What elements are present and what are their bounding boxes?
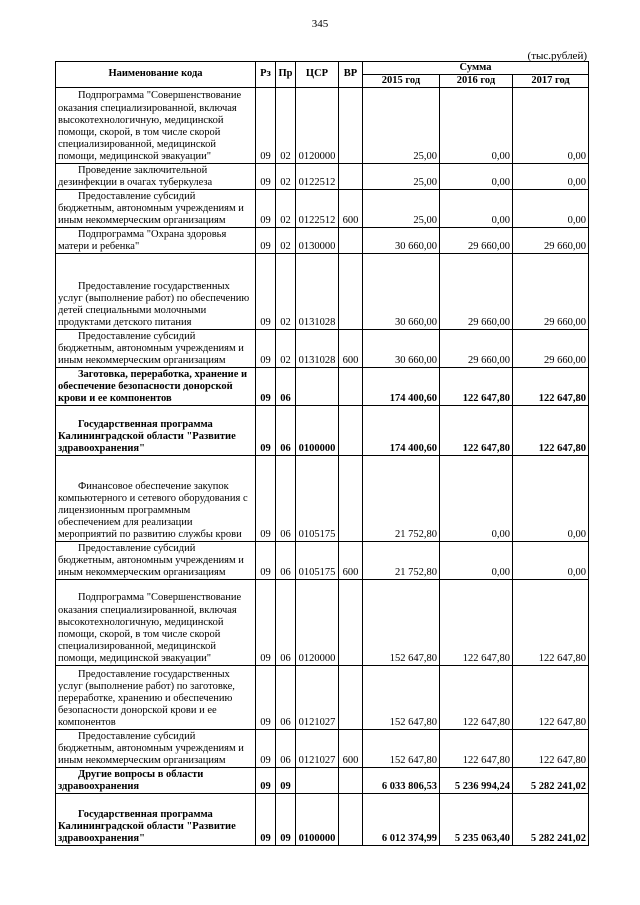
header-2017: 2017 год [513, 75, 589, 88]
header-pr: Пр [276, 62, 296, 88]
table-row [56, 730, 589, 768]
row-rz: 09 [256, 666, 276, 730]
row-2015: 25,00 [363, 88, 440, 164]
row-2017: 0,00 [513, 542, 589, 580]
row-2016: 29 660,00 [440, 228, 513, 254]
row-2015: 30 660,00 [363, 254, 440, 330]
table-row [56, 768, 589, 794]
row-2015: 152 647,80 [363, 666, 440, 730]
row-vr [339, 228, 363, 254]
row-pr: 02 [276, 88, 296, 164]
table-row [56, 190, 589, 228]
row-2017: 0,00 [513, 88, 589, 164]
row-rz: 09 [256, 456, 276, 542]
header-vr: ВР [339, 62, 363, 88]
row-2015: 6 033 806,53 [363, 768, 440, 794]
row-pr: 02 [276, 228, 296, 254]
budget-table [55, 61, 589, 846]
row-2016: 29 660,00 [440, 254, 513, 330]
row-2015: 21 752,80 [363, 456, 440, 542]
row-name: Предоставление субсидий бюджетным, автономным учреждениям и иным некоммерческим организациям [56, 190, 256, 228]
row-name: Подпрограмма "Охрана здоровья матери и ребенка" [56, 228, 256, 254]
row-2015: 25,00 [363, 164, 440, 190]
row-rz: 09 [256, 164, 276, 190]
row-csr: 0105175 [296, 542, 339, 580]
header-csr: ЦСР [296, 62, 339, 88]
row-2015: 30 660,00 [363, 228, 440, 254]
row-vr [339, 768, 363, 794]
row-2017: 29 660,00 [513, 254, 589, 330]
row-vr [339, 164, 363, 190]
row-csr: 0105175 [296, 456, 339, 542]
row-2017: 122 647,80 [513, 368, 589, 406]
row-name: Государственная программа Калининградской области "Развитие здравоохранения" [56, 406, 256, 456]
row-csr [296, 768, 339, 794]
row-pr: 09 [276, 794, 296, 846]
header-sum: Сумма [363, 62, 589, 75]
row-pr: 09 [276, 768, 296, 794]
row-name: Предоставление субсидий бюджетным, автономным учреждениям и иным некоммерческим организациям [56, 730, 256, 768]
row-2015: 174 400,60 [363, 406, 440, 456]
row-vr: 600 [339, 330, 363, 368]
row-csr: 0121027 [296, 730, 339, 768]
row-name: Финансовое обеспечение закупок компьютерного и сетевого оборудования с лицензионным программным обеспечением для реализации мероприятий по развитию службы крови [56, 456, 256, 542]
row-2016: 0,00 [440, 88, 513, 164]
row-2016: 0,00 [440, 190, 513, 228]
row-pr: 06 [276, 730, 296, 768]
table-row [56, 666, 589, 730]
row-pr: 02 [276, 254, 296, 330]
row-2015: 21 752,80 [363, 542, 440, 580]
row-rz: 09 [256, 330, 276, 368]
row-csr [296, 368, 339, 406]
table-row [56, 330, 589, 368]
row-rz: 09 [256, 228, 276, 254]
row-csr: 0131028 [296, 254, 339, 330]
row-csr: 0100000 [296, 794, 339, 846]
row-name: Государственная программа Калининградской области "Развитие здравоохранения" [56, 794, 256, 846]
row-2017: 0,00 [513, 456, 589, 542]
table-row [56, 406, 589, 456]
row-2016: 0,00 [440, 164, 513, 190]
row-vr [339, 794, 363, 846]
row-csr: 0120000 [296, 88, 339, 164]
row-csr: 0122512 [296, 190, 339, 228]
row-2017: 29 660,00 [513, 330, 589, 368]
row-csr: 0122512 [296, 164, 339, 190]
row-vr: 600 [339, 542, 363, 580]
row-vr [339, 456, 363, 542]
row-pr: 02 [276, 190, 296, 228]
table-row [56, 794, 589, 846]
row-2016: 5 235 063,40 [440, 794, 513, 846]
row-csr: 0131028 [296, 330, 339, 368]
row-2016: 122 647,80 [440, 580, 513, 666]
table-row [56, 254, 589, 330]
row-csr: 0100000 [296, 406, 339, 456]
row-csr: 0121027 [296, 666, 339, 730]
row-2016: 0,00 [440, 456, 513, 542]
table-row [56, 456, 589, 542]
row-2017: 0,00 [513, 164, 589, 190]
row-2017: 29 660,00 [513, 228, 589, 254]
row-pr: 06 [276, 666, 296, 730]
table-body [56, 88, 589, 846]
row-vr [339, 666, 363, 730]
row-vr: 600 [339, 190, 363, 228]
row-name: Предоставление государственных услуг (выполнение работ) по обеспечению детей специальными молочными продуктами детского питания [56, 254, 256, 330]
row-pr: 06 [276, 542, 296, 580]
row-2015: 152 647,80 [363, 580, 440, 666]
row-name: Предоставление государственных услуг (выполнение работ) по заготовке, переработке, хранению и обеспечению безопасности донорской крови и ее компонентов [56, 666, 256, 730]
row-csr: 0130000 [296, 228, 339, 254]
row-vr: 600 [339, 730, 363, 768]
row-rz: 09 [256, 88, 276, 164]
row-2016: 29 660,00 [440, 330, 513, 368]
row-vr [339, 406, 363, 456]
row-pr: 06 [276, 368, 296, 406]
row-rz: 09 [256, 794, 276, 846]
row-pr: 06 [276, 580, 296, 666]
header-rz: Рз [256, 62, 276, 88]
row-2015: 6 012 374,99 [363, 794, 440, 846]
row-2016: 122 647,80 [440, 368, 513, 406]
table-row [56, 164, 589, 190]
row-name: Подпрограмма "Совершенствование оказания специализированной, включая высокотехнологичную, медицинской помощи, скорой, в том числе скорой специализированной, медицинской помощи, медицинской эвакуации" [56, 580, 256, 666]
row-name: Предоставление субсидий бюджетным, автономным учреждениям и иным некоммерческим организациям [56, 542, 256, 580]
row-vr [339, 88, 363, 164]
row-2015: 25,00 [363, 190, 440, 228]
header-name: Наименование кода [56, 62, 256, 88]
row-vr [339, 580, 363, 666]
row-2017: 0,00 [513, 190, 589, 228]
row-pr: 06 [276, 406, 296, 456]
row-2017: 5 282 241,02 [513, 794, 589, 846]
row-rz: 09 [256, 368, 276, 406]
row-rz: 09 [256, 190, 276, 228]
row-2017: 122 647,80 [513, 666, 589, 730]
row-2017: 122 647,80 [513, 580, 589, 666]
header-2016: 2016 год [440, 75, 513, 88]
row-rz: 09 [256, 580, 276, 666]
row-name: Другие вопросы в области здравоохранения [56, 768, 256, 794]
row-vr [339, 254, 363, 330]
row-2015: 174 400,60 [363, 368, 440, 406]
row-2016: 122 647,80 [440, 666, 513, 730]
row-rz: 09 [256, 406, 276, 456]
row-2015: 152 647,80 [363, 730, 440, 768]
row-2015: 30 660,00 [363, 330, 440, 368]
row-2017: 5 282 241,02 [513, 768, 589, 794]
row-name: Проведение заключительной дезинфекции в очагах туберкулеза [56, 164, 256, 190]
page-number: 345 [311, 18, 329, 30]
row-2016: 122 647,80 [440, 406, 513, 456]
row-rz: 09 [256, 730, 276, 768]
row-rz: 09 [256, 768, 276, 794]
table-row [56, 580, 589, 666]
row-2017: 122 647,80 [513, 730, 589, 768]
table-row [56, 368, 589, 406]
row-2016: 0,00 [440, 542, 513, 580]
row-2016: 122 647,80 [440, 730, 513, 768]
row-vr [339, 368, 363, 406]
row-csr: 0120000 [296, 580, 339, 666]
table-row [56, 228, 589, 254]
row-pr: 02 [276, 330, 296, 368]
row-pr: 02 [276, 164, 296, 190]
row-rz: 09 [256, 254, 276, 330]
row-name: Заготовка, переработка, хранение и обеспечение безопасности донорской крови и ее компонентов [56, 368, 256, 406]
row-name: Предоставление субсидий бюджетным, автономным учреждениям и иным некоммерческим организациям [56, 330, 256, 368]
units-label: (тыс.рублей) [527, 50, 587, 62]
table-row [56, 542, 589, 580]
row-2016: 5 236 994,24 [440, 768, 513, 794]
row-name: Подпрограмма "Совершенствование оказания специализированной, включая высокотехнологичную, медицинской помощи, скорой, в том числе скорой специализированной, медицинской помощи, медицинской эвакуации" [56, 88, 256, 164]
row-2017: 122 647,80 [513, 406, 589, 456]
row-rz: 09 [256, 542, 276, 580]
table-row [56, 88, 589, 164]
header-2015: 2015 год [363, 75, 440, 88]
row-pr: 06 [276, 456, 296, 542]
